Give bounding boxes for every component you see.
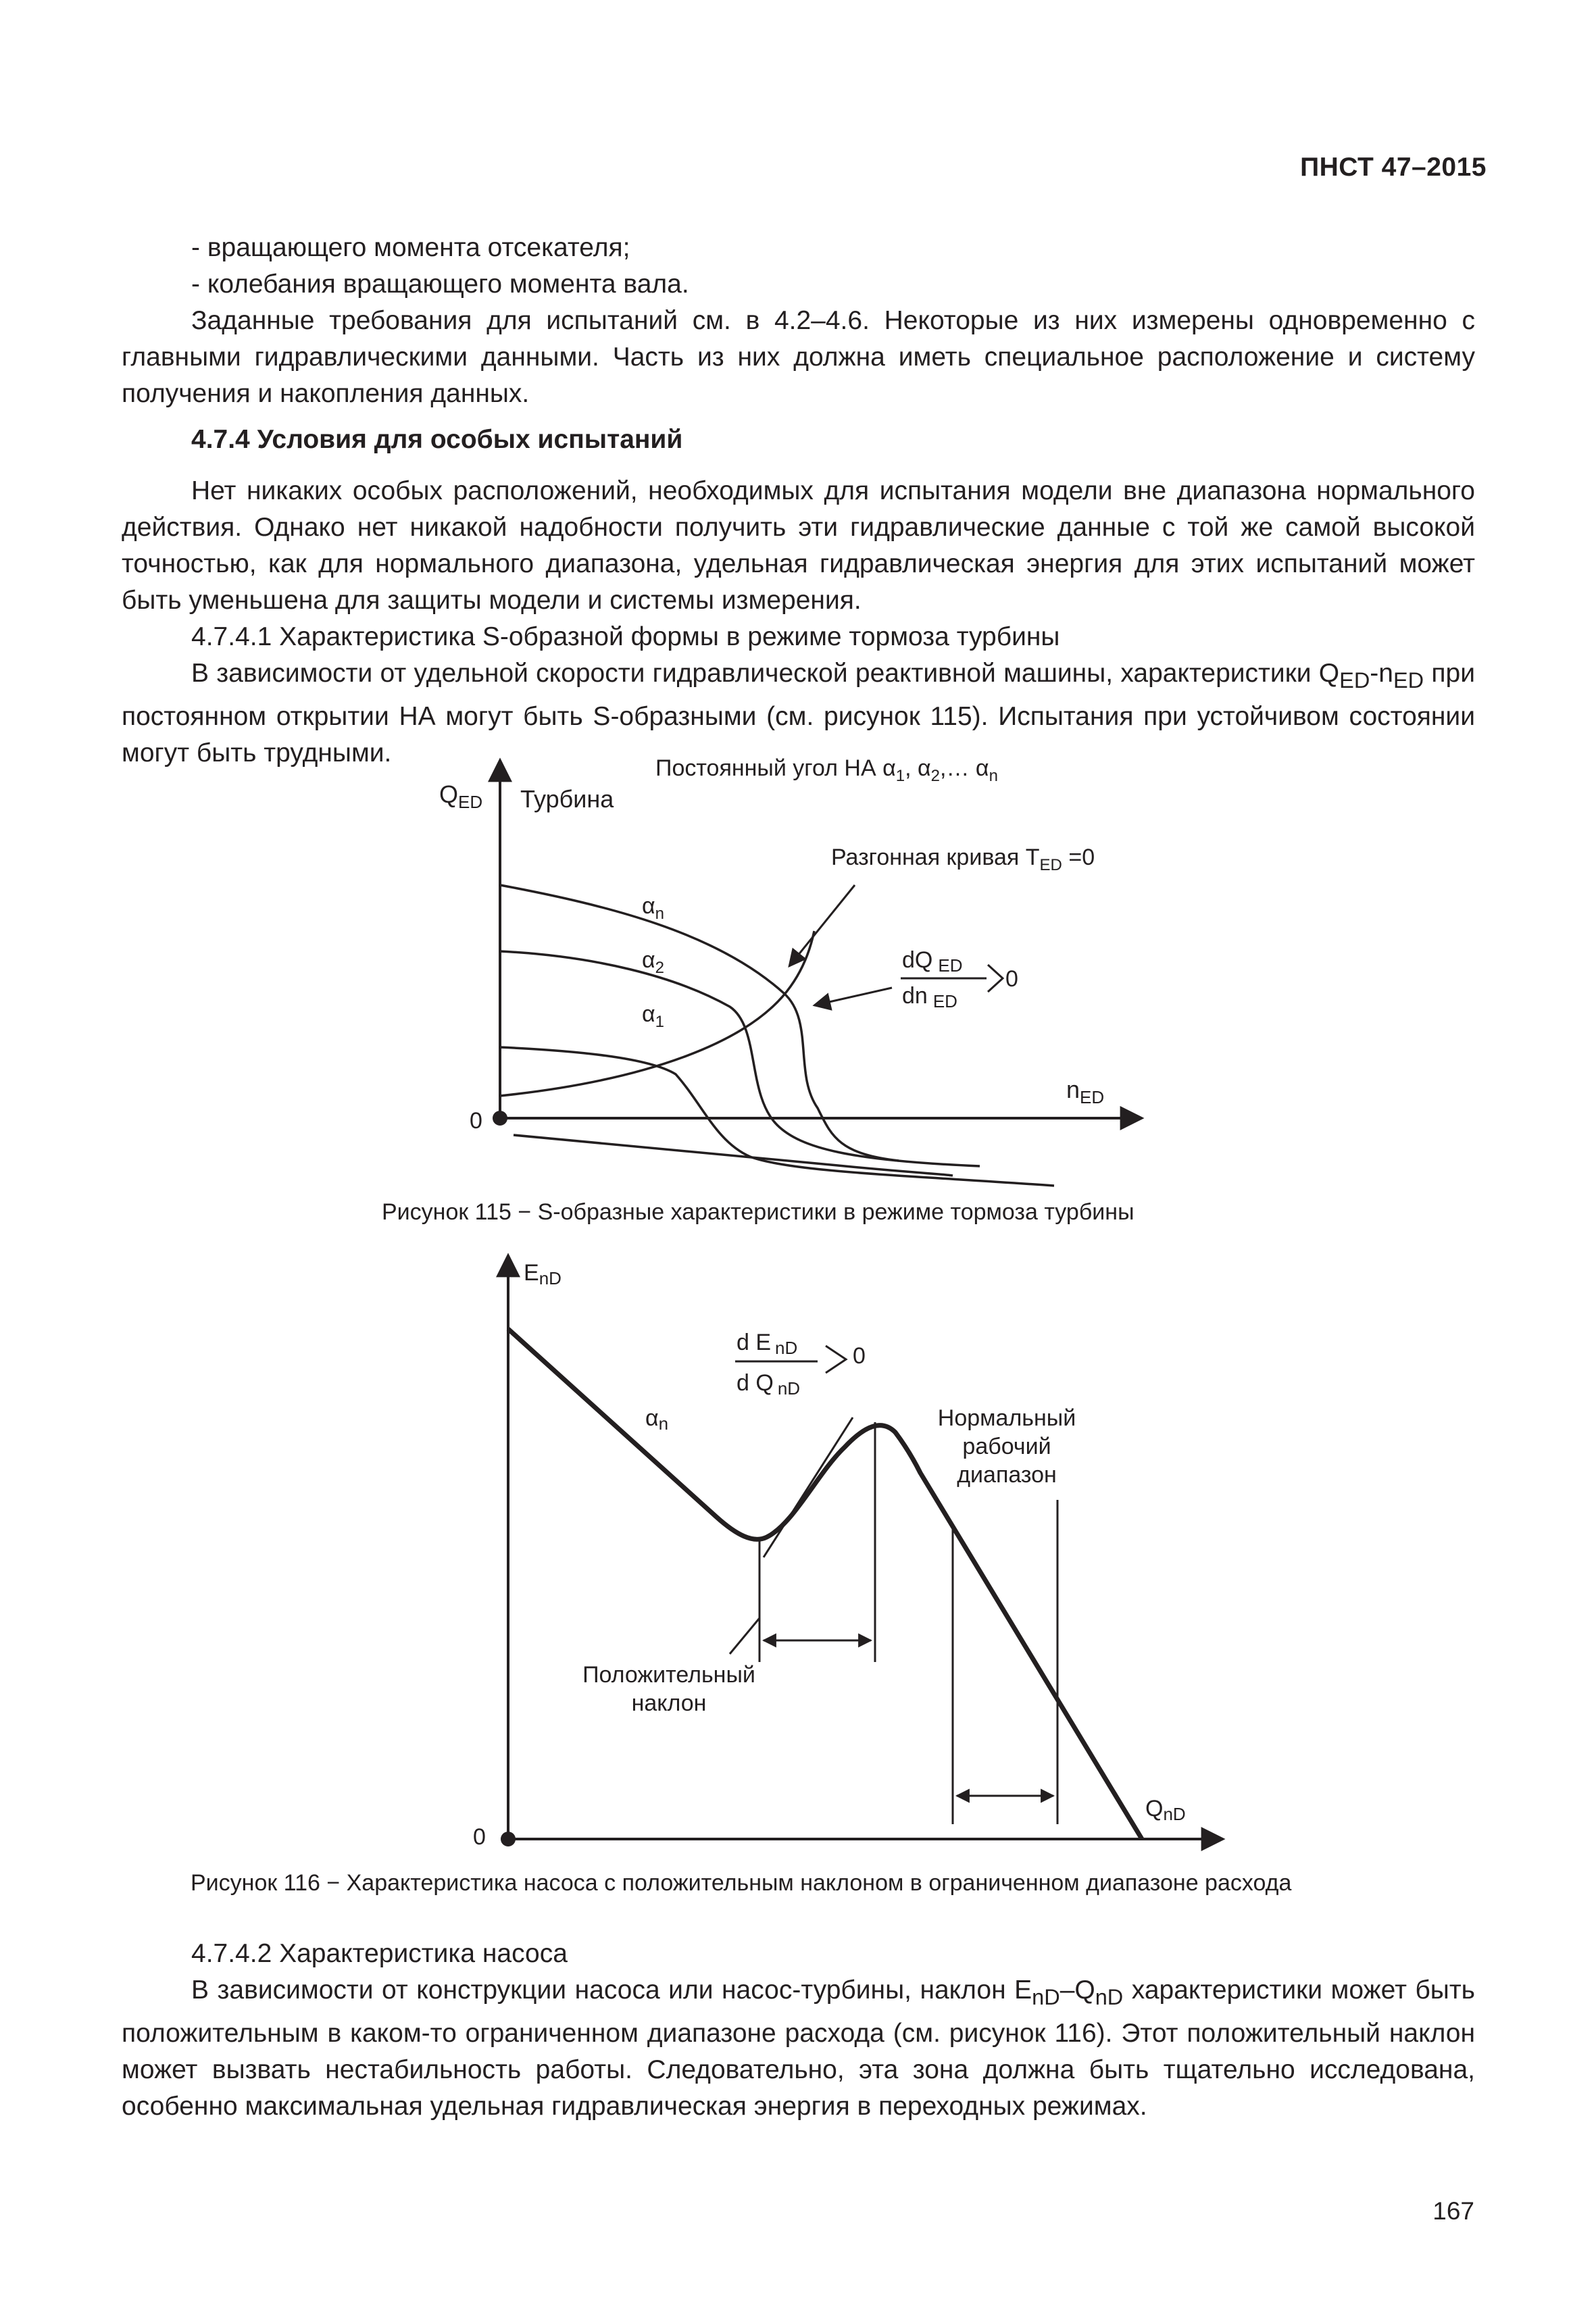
deriv-numerator: dQ ED — [902, 947, 963, 976]
subsection-heading-4-7-4-1: 4.7.4.1 Характеристика S-образной формы в режиме тормоза турбины — [191, 622, 1060, 651]
runaway-leader — [789, 885, 855, 966]
paragraph-requirements: Заданные требования для испытаний см. в 4.2–4.6. Некоторые из них измерены одновременно с главными гидравлическими данными. Часть из них должна иметь специальное расположение и систему получения и накопления данных. — [122, 306, 1475, 408]
figure-116 — [0, 1243, 1596, 1878]
greater-than-sign — [988, 965, 1003, 992]
figure-115-caption: Рисунок 115 − S-образные характеристики в режиме тормоза турбины — [382, 1199, 1134, 1225]
y-axis-label: $Q_{ED}$ — [439, 780, 483, 812]
figure-116-caption: Рисунок 116 − Характеристика насоса с положительным наклоном в ограниченном диапазоне расхода — [191, 1870, 1292, 1896]
normal-range-label-1: Нормальный — [937, 1405, 1076, 1431]
subsection-heading-4-7-4-2: 4.7.4.2 Характеристика насоса — [191, 1939, 568, 1968]
origin-label: 0 — [473, 1824, 486, 1850]
pos-slope-label-1: Положительный — [582, 1662, 755, 1688]
origin-label: 0 — [470, 1108, 482, 1134]
origin-dot — [501, 1832, 516, 1846]
turbine-label: Турбина — [520, 785, 614, 813]
label-alpha-n: $\alpha_n$ — [642, 893, 665, 923]
pos-slope-label-2: наклон — [631, 1690, 707, 1716]
x-axis-label: QnD — [1145, 1796, 1186, 1824]
top-text-block — [122, 230, 1475, 772]
deriv-zero: 0 — [853, 1343, 866, 1369]
label-alpha-2: $\alpha_2$ — [642, 947, 665, 977]
origin-dot — [493, 1111, 507, 1126]
list-item-1: - вращающего момента отсекателя; — [191, 233, 630, 262]
tangent-line — [764, 1417, 853, 1557]
deriv-leader — [814, 988, 892, 1005]
deriv-numerator: d E nD — [737, 1330, 798, 1358]
page-number: 167 — [1432, 2197, 1474, 2225]
greater-than-sign — [826, 1346, 846, 1373]
paragraph-s-shape: В зависимости от удельной скорости гидравлической реактивной машины, характеристики $Q_{ED}-n_{ED}$ при постоянном открытии НА могут быть S-образными (см. рисунок 115). Испытания при устойчивом состоянии могут быть трудными. — [122, 659, 1475, 768]
deriv-denominator: d Q nD — [737, 1370, 801, 1399]
normal-range-label-2: рабочий — [962, 1434, 1051, 1459]
s-shape-lower-curve — [514, 1135, 953, 1176]
runaway-label: Разгонная кривая $T_{ED} =0$ — [831, 845, 1095, 874]
figure-title: Постоянный угол НА $\alpha_1$, $\alpha_2,\dots$ $\alpha_n$ — [655, 755, 998, 785]
document-id-header: ПНСТ 47–2015 — [1300, 153, 1487, 182]
list-item-2: - колебания вращающего момента вала. — [191, 270, 689, 299]
pos-slope-leader — [730, 1618, 759, 1654]
label-alpha-1: $\alpha_1$ — [642, 1001, 665, 1031]
paragraph-special-tests: Нет никаких особых расположений, необходимых для испытания модели вне диапазона нормального действия. Однако нет никакой надобности получить эти гидравлические данные с той же самой высокой точностью, как для нормального диапазона, удельная гидравлическая энергия для этих испытаний может быть уменьшена для защиты модели и системы измерения. — [122, 476, 1475, 615]
deriv-denominator: dn ED — [902, 983, 957, 1011]
figure-115 — [0, 743, 1596, 1203]
deriv-zero: 0 — [1005, 966, 1018, 992]
section-heading-4-7-4: 4.7.4 Условия для особых испытаний — [191, 425, 683, 454]
curve-label: αn — [645, 1405, 669, 1434]
x-axis-label: $n_{ED}$ — [1066, 1076, 1105, 1107]
paragraph-pump-characteristic: В зависимости от конструкции насоса или насос-турбины, наклон $E_{nD}-Q_{nD}$ характеристики может быть положительным в каком-то ограниченном диапазоне расхода (см. рисунок 116). Этот положительный наклон может вызвать нестабильность работы. Следовательно, эта зона должна быть тщательно исследована, особенно максимальная удельная гидравлическая энергия в переходных режимах. — [122, 1976, 1475, 2121]
y-axis-label: EnD — [524, 1260, 562, 1288]
bottom-text-block — [122, 1936, 1475, 2125]
normal-range-label-3: диапазон — [957, 1462, 1057, 1488]
